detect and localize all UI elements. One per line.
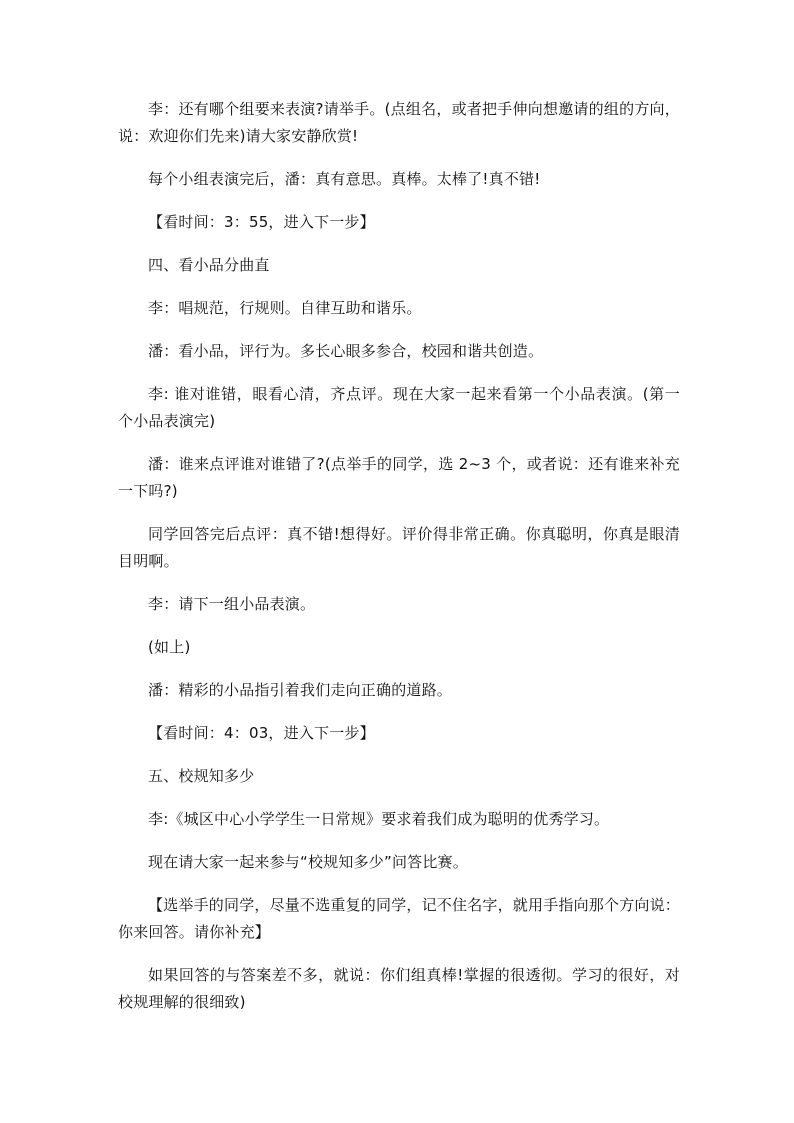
paragraph-li-first-skit: 李: 谁对谁错，眼看心清，齐点评。现在大家一起来看第一个小品表演。(第一个小品表演完) [118, 385, 680, 430]
paragraph-li-next-skit: 李：请下一组小品表演。 [148, 595, 316, 613]
paragraph-pan-skit: 潘：看小品，评行为。多长心眼多参合，校园和谐共创造。 [148, 342, 544, 360]
document-page [118, 96, 680, 1032]
paragraph-as-above: (如上) [148, 638, 191, 656]
paragraph-feedback: 同学回答完后点评：真不错!想得好。评价得非常正确。你真聪明，你真是眼清目明啊。 [118, 525, 680, 570]
paragraph-li-daily-rules: 李:《城区中心小学学生一日常规》要求着我们成为聪明的优秀学习。 [148, 810, 610, 828]
time-note-403: 【看时间：4：03，进入下一步】 [148, 724, 375, 742]
paragraph-answer-praise: 如果回答的与答案差不多，就说：你们组真棒!掌握的很透彻。学习的很好，对校规理解的很细致) [118, 966, 680, 1011]
time-note-355: 【看时间：3：55，进入下一步】 [148, 213, 375, 231]
paragraph-li-invite-group: 李：还有哪个组要来表演?请举手。(点组名，或者把手伸向想邀请的组的方向，说：欢迎你们先来)请大家安静欣赏! [118, 100, 680, 145]
paragraph-quiz-invite: 现在请大家一起来参与“校规知多少”问答比赛。 [148, 853, 468, 871]
section-heading-five: 五、校规知多少 [148, 767, 255, 785]
paragraph-pan-comment: 潘：谁来点评谁对谁错了?(点举手的同学，选 2~3 个，或者说：还有谁来补充一下吗?) [118, 455, 680, 500]
paragraph-pan-praise: 每个小组表演完后，潘：真有意思。真棒。太棒了!真不错! [148, 170, 541, 188]
paragraph-selection-note: 【选举手的同学，尽量不选重复的同学，记不住名字，就用手指向那个方向说：你来回答。请你补充】 [118, 896, 681, 941]
paragraph-pan-wonderful: 潘：精彩的小品指引着我们走向正确的道路。 [148, 681, 453, 699]
section-heading-four: 四、看小品分曲直 [148, 256, 270, 274]
paragraph-li-rules: 李：唱规范，行规则。自律互助和谐乐。 [148, 299, 422, 317]
